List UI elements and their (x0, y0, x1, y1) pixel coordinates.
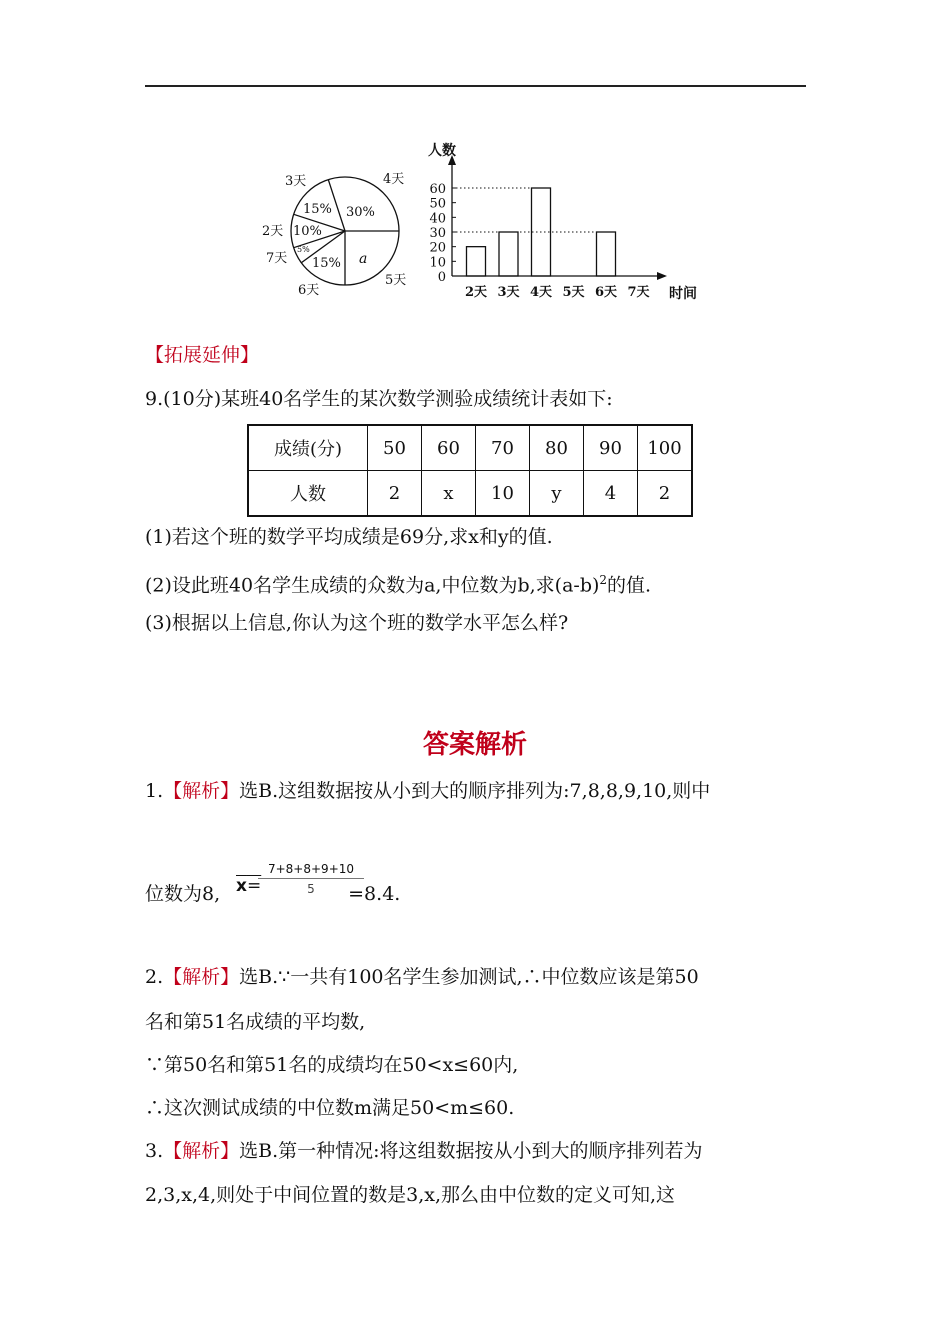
slice-label-7days: 5% (297, 245, 310, 254)
slice-label-6days: 15% (312, 256, 341, 271)
table-cell: 10 (476, 471, 530, 517)
y-tick-label: 10 (429, 255, 446, 271)
y-tick-label: 20 (429, 240, 446, 256)
bar (467, 247, 486, 276)
table-cell: x (422, 471, 476, 517)
answer-1-line-2: 位数为8, =8.4. (145, 883, 401, 905)
x-bar-symbol: x= (236, 876, 262, 896)
charts-figure (255, 135, 705, 310)
header-rule (145, 85, 806, 87)
x-tick-label: 2天 (464, 285, 488, 300)
pie-label-7days: 7天 (266, 251, 288, 266)
x-tick-label: 3天 (497, 285, 520, 300)
bar (597, 232, 616, 276)
fraction-numerator: 7+8+8+9+10 (258, 862, 364, 879)
question-9-part-3: (3)根据以上信息,你认为这个班的数学水平怎么样? (145, 612, 569, 634)
table-row-label: 人数 (248, 471, 368, 517)
slice-label-2days: 10% (293, 224, 322, 239)
answer-3-line-1: 3.【解析】选B.第一种情况:将这组数据按从小到大的顺序排列若为 (145, 1140, 703, 1162)
table-cell: 2 (638, 471, 693, 517)
answer-2-line-1: 2.【解析】选B.∵一共有100名学生参加测试,∴中位数应该是第50 (145, 966, 699, 988)
question-9-part-2: (2)设此班40名学生成绩的众数为a,中位数为b,求$(a-b)^2$的值. (145, 573, 652, 597)
score-table (247, 424, 693, 517)
y-tick-label: 50 (429, 196, 446, 212)
pie-label-3days: 3天 (285, 174, 307, 189)
answer-2-line-3: ∵第50名和第51名的成绩均在50<x≤60内, (145, 1054, 519, 1076)
table-cell: 2 (368, 471, 422, 517)
bar-chart (428, 142, 697, 302)
y-tick-label: 0 (437, 270, 446, 285)
y-tick-label: 60 (429, 182, 446, 197)
slice-label-5days: a (359, 251, 368, 267)
x-tick-label: 6天 (594, 285, 618, 300)
answer-3-line-2: 2,3,x,4,则处于中间位置的数是3,x,那么由中位数的定义可知,这 (145, 1184, 676, 1206)
table-cell: 50 (368, 425, 422, 471)
fraction-denominator: 5 (307, 882, 315, 896)
y-axis-label: 人数 (428, 143, 456, 159)
pie-label-2days: 2天 (262, 224, 284, 239)
x-axis-label: 时间 (669, 286, 697, 302)
answer-2-line-2: 名和第51名成绩的平均数, (145, 1011, 366, 1033)
table-cell: 70 (476, 425, 530, 471)
section-title: 【拓展延伸】 (145, 344, 260, 366)
pie-label-6days: 6天 (298, 283, 320, 298)
answers-title: 答案解析 (422, 730, 527, 760)
table-cell: y (530, 471, 584, 517)
x-tick-label: 5天 (562, 285, 585, 300)
table-row (248, 425, 692, 471)
x-tick-label: 7天 (627, 285, 650, 300)
y-tick-label: 40 (429, 211, 446, 227)
table-cell: 60 (422, 425, 476, 471)
table-cell: 4 (584, 471, 638, 517)
x-axis-arrow (657, 272, 667, 280)
question-9-part-1: (1)若这个班的数学平均成绩是69分,求x和y的值. (145, 526, 553, 548)
pie-label-4days: 4天 (383, 172, 405, 187)
answer-2-line-4: ∴这次测试成绩的中位数m满足50<m≤60. (145, 1097, 515, 1119)
table-cell: 100 (638, 425, 693, 471)
slice-label-3days: 15% (303, 202, 332, 217)
slice-label-4days: 30% (346, 205, 375, 220)
pie-label-5days: 5天 (385, 273, 407, 288)
table-row (248, 471, 692, 517)
x-tick-label: 4天 (529, 285, 553, 300)
question-9-intro: 9.(10分)某班40名学生的某次数学测验成绩统计表如下: (145, 388, 613, 410)
table-header-label: 成绩(分) (248, 425, 368, 471)
y-tick-label: 30 (429, 226, 446, 241)
bar (499, 232, 518, 276)
table-cell: 80 (530, 425, 584, 471)
table-cell: 90 (584, 425, 638, 471)
answer-1-line-1: 1.【解析】选B.这组数据按从小到大的顺序排列为:7,8,8,9,10,则中 (145, 780, 711, 802)
